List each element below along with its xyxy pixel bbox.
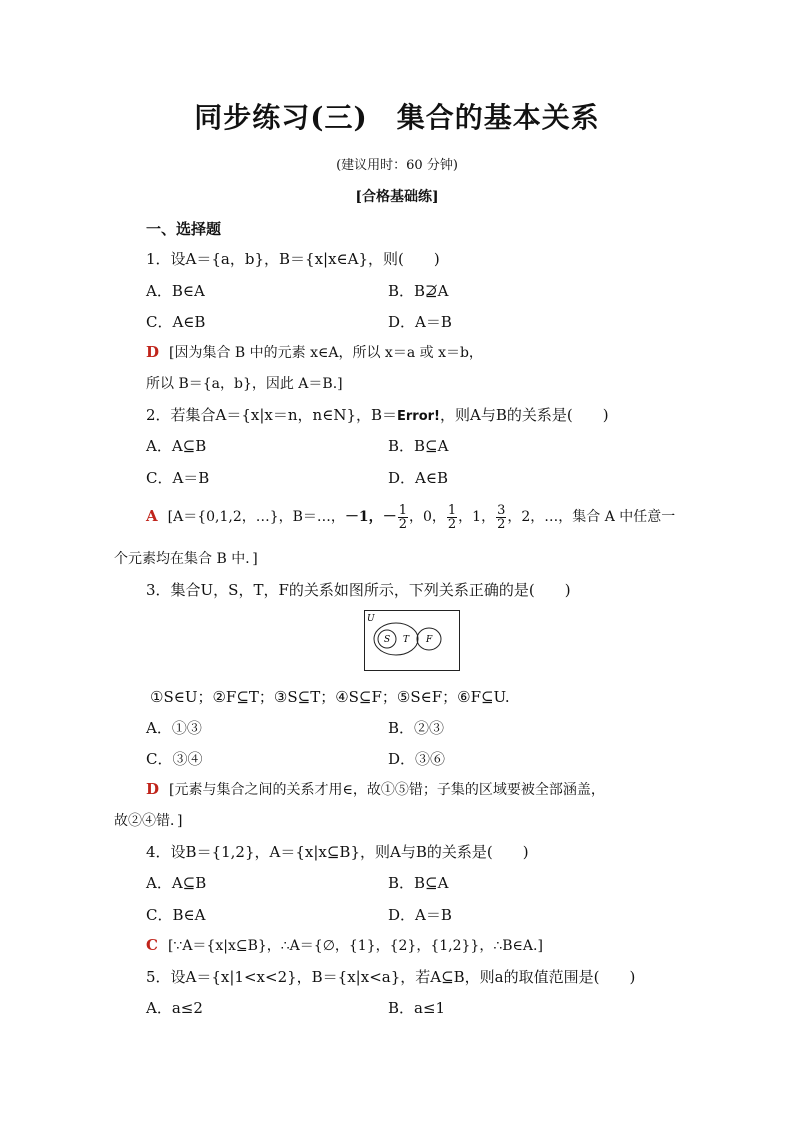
q3-explanation: D [元素与集合之间的关系才用∈，故①⑤错；子集的区域要被全部涵盖， [146, 780, 605, 798]
q4-answer: C [146, 936, 158, 954]
q1-answer: D [146, 343, 160, 361]
q4-option-d: D．A＝B [388, 906, 452, 924]
q1-option-a: A．B∈A [146, 282, 205, 300]
venn-label-t: T [403, 635, 410, 645]
fraction-neg-half: $\frac{1}{2}$ [398, 502, 407, 532]
q5-option-a: A．a≤2 [146, 999, 203, 1017]
q2-stem: 2．若集合A＝{x|x＝n，n∈N}，B＝Error!，则A与B的关系是( ) [146, 406, 609, 424]
q4-stem: 4．设B＝{1,2}，A＝{x|x⊆B}，则A与B的关系是( ) [146, 843, 529, 861]
venn-label-s: S [384, 635, 391, 645]
q3-relations: ①S∈U；②F⊆T；③S⊆T；④S⊆F；⑤S∈F；⑥F⊆U. [150, 688, 510, 706]
venn-label-u: U [367, 614, 375, 624]
q4-explanation: C [∵A＝{x|x⊆B}，∴A＝{∅，{1}，{2}，{1,2}}，∴B∈A.] [146, 936, 543, 954]
venn-label-f: F [426, 635, 433, 645]
q2-error-text: Error! [397, 409, 440, 424]
q2-option-c: C．A＝B [146, 469, 210, 487]
q3-option-d: D．③⑥ [388, 750, 446, 768]
fraction-half: $\frac{1}{2}$ [447, 502, 457, 532]
q2-answer: A [146, 507, 158, 525]
q2-option-d: D．A∈B [388, 469, 448, 487]
section-label: [合格基础练] [355, 189, 439, 205]
time-note: (建议用时：60 分钟) [336, 158, 458, 173]
venn-diagram [364, 610, 460, 671]
q3-explanation-cont: 故②④错．] [114, 813, 183, 829]
q5-option-b: B．a≤1 [388, 999, 446, 1017]
q4-option-c: C．B∈A [146, 906, 206, 924]
q2-option-a: A．A⊆B [146, 437, 207, 455]
q1-explanation-cont: 所以 B＝{a，b}，因此 A＝B.] [146, 376, 343, 392]
q3-stem: 3．集合U，S，T，F的关系如图所示，下列关系正确的是( ) [146, 581, 571, 599]
page-title: 同步练习(三) 集合的基本关系 [194, 101, 600, 134]
fraction-three-halves: $\frac{3}{2}$ [497, 502, 506, 532]
q2-option-b: B．B⊆A [388, 437, 449, 455]
q4-option-b: B．B⊆A [388, 874, 449, 892]
q5-stem: 5．设A＝{x|1<x<2}，B＝{x|x<a}，若A⊆B，则a的取值范围是( ) [146, 968, 636, 986]
q2-explanation: A [A＝{0,1,2，…}，B＝…，－1，－ $\frac{1}{2}$ ，0， $\frac{1}{2}$ ，1， $\frac{3}{2}$ ，2，…，集合 A 中任意一 [146, 502, 676, 532]
q1-stem: 1．设A＝{a，b}，B＝{x|x∈A}，则( ) [146, 250, 440, 268]
part-heading: 一、选择题 [146, 220, 222, 238]
q3-answer: D [146, 780, 160, 798]
q1-option-d: D．A＝B [388, 313, 452, 331]
q4-option-a: A．A⊆B [146, 874, 207, 892]
q3-option-a: A．①③ [146, 719, 202, 737]
q3-option-b: B．②③ [388, 719, 445, 737]
q1-option-b: B．B⊉A [388, 282, 449, 300]
q3-option-c: C．③④ [146, 750, 203, 768]
q2-explanation-cont: 个元素均在集合 B 中．] [114, 551, 258, 567]
q1-option-c: C．A∈B [146, 313, 206, 331]
q1-explanation: D [因为集合 B 中的元素 x∈A，所以 x＝a 或 x＝b， [146, 343, 483, 361]
universal-set-box [365, 611, 460, 671]
